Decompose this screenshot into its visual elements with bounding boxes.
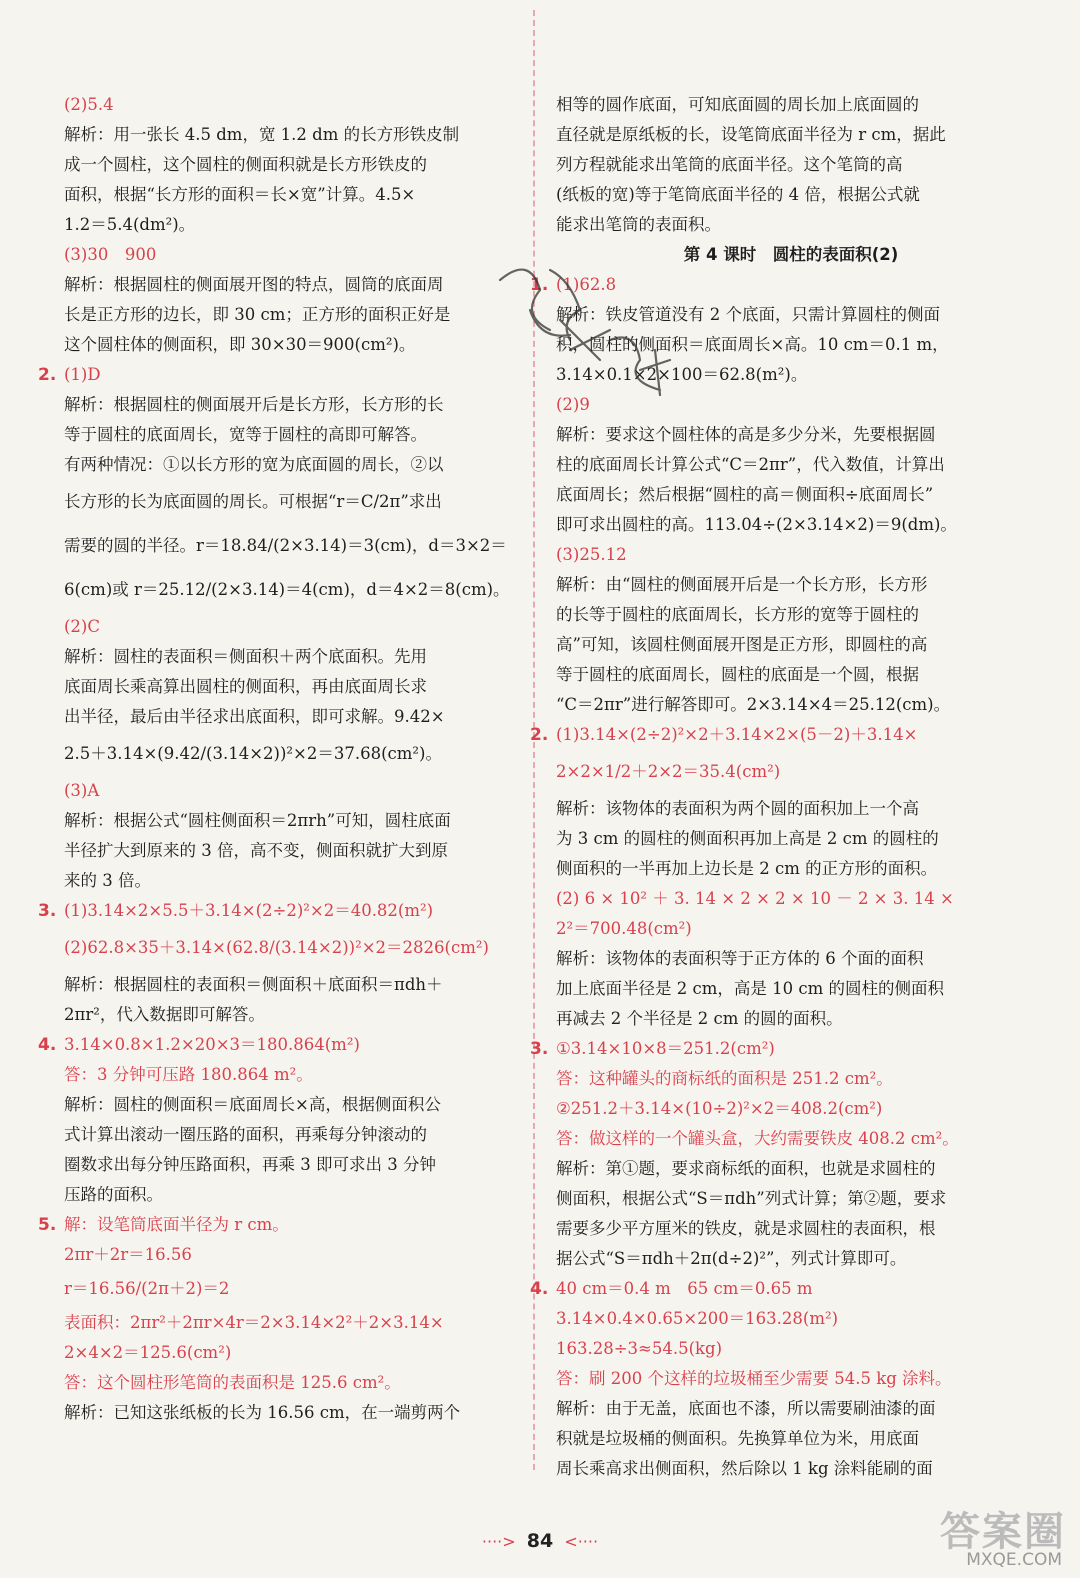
line-text: 2πr＋2r＝16.56 bbox=[64, 1245, 192, 1264]
text-line bbox=[556, 1124, 1026, 1154]
text-line bbox=[38, 896, 522, 926]
line-text: 答：做这样的一个罐头盒，大约需要铁皮 408.2 cm²。 bbox=[556, 1129, 959, 1148]
line-text: 解析：铁皮管道没有 2 个底面，只需计算圆柱的侧面 bbox=[556, 305, 940, 324]
text-line bbox=[64, 420, 522, 450]
line-text: 长是正方形的边长，即 30 cm；正方形的面积正好是 bbox=[64, 305, 451, 324]
text-line bbox=[530, 1034, 1026, 1064]
question-number: 4. bbox=[530, 1279, 549, 1299]
line-text: 等于圆柱的底面周长，圆柱的底面是一个圆，根据 bbox=[556, 665, 919, 684]
line-text: 能求出笔筒的表面积。 bbox=[556, 215, 721, 234]
line-text: ①3.14×10×8＝251.2(cm²) bbox=[556, 1039, 775, 1058]
left-column bbox=[38, 90, 522, 1428]
line-text: 解析：根据圆柱的表面积＝侧面积＋底面积＝πdh＋ bbox=[64, 975, 443, 994]
text-line bbox=[556, 450, 1026, 480]
text-line bbox=[64, 1000, 522, 1030]
handwriting-scribble bbox=[490, 250, 710, 420]
text-line bbox=[64, 970, 522, 1000]
line-text: 为 3 cm 的圆柱的侧面积再加上高是 2 cm 的圆柱的 bbox=[556, 829, 939, 848]
text-line bbox=[556, 1364, 1026, 1394]
line-text: 解析：根据圆柱的侧面展开图的特点，圆筒的底面周 bbox=[64, 275, 444, 294]
line-text: 式计算出滚动一圈压路的面积，再乘每分钟滚动的 bbox=[64, 1125, 427, 1144]
line-text: 积就是垃圾桶的侧面积。先换算单位为米，用底面 bbox=[556, 1429, 919, 1448]
text-line bbox=[64, 240, 522, 270]
text-line bbox=[64, 1338, 522, 1368]
text-line bbox=[556, 120, 1026, 150]
line-text: 解：设笔筒底面半径为 r cm。 bbox=[64, 1215, 289, 1234]
line-text: 答：这种罐头的商标纸的面积是 251.2 cm²。 bbox=[556, 1069, 893, 1088]
text-line bbox=[556, 600, 1026, 630]
text-line bbox=[64, 1090, 522, 1120]
line-text: 解析：由“圆柱的侧面展开后是一个长方形，长方形 bbox=[556, 575, 928, 594]
line-text: 这个圆柱体的侧面积，即 30×30＝900(cm²)。 bbox=[64, 335, 416, 354]
text-line bbox=[64, 568, 522, 612]
text-line bbox=[556, 1154, 1026, 1184]
line-text: 3.14×0.1×2×100＝62.8(m²)。 bbox=[556, 365, 808, 384]
line-text: 长方形的长为底面圆的周长。可根据“r＝C/2π”求出 bbox=[64, 492, 442, 511]
text-line bbox=[556, 540, 1026, 570]
line-text: (2)5.4 bbox=[64, 95, 114, 114]
text-line bbox=[64, 90, 522, 120]
line-text: r＝16.56/(2π＋2)＝2 bbox=[64, 1279, 230, 1298]
text-line bbox=[556, 854, 1026, 884]
line-text: 出半径，最后由半径求出底面积，即可求解。9.42× bbox=[64, 707, 445, 726]
line-text: 2.5＋3.14×(9.42/(3.14×2))²×2＝37.68(cm²)。 bbox=[64, 744, 442, 763]
text-line bbox=[556, 944, 1026, 974]
text-line bbox=[556, 1454, 1026, 1484]
line-text: 解析：该物体的表面积为两个圆的面积加上一个高 bbox=[556, 799, 919, 818]
line-text: 解析：已知这张纸板的长为 16.56 cm，在一端剪两个 bbox=[64, 1403, 461, 1422]
line-text: 2πr²，代入数据即可解答。 bbox=[64, 1005, 265, 1024]
line-text: “C＝2πr”进行解答即可。2×3.14×4＝25.12(cm)。 bbox=[556, 695, 951, 714]
line-text: 成一个圆柱，这个圆柱的侧面积就是长方形铁皮的 bbox=[64, 155, 427, 174]
text-line bbox=[64, 120, 522, 150]
arrow-left-decoration: <···· bbox=[564, 1532, 599, 1551]
line-text: 需要多少平方厘米的铁皮，就是求圆柱的表面积，根 bbox=[556, 1219, 936, 1238]
text-line bbox=[64, 1180, 522, 1210]
text-line bbox=[556, 914, 1026, 944]
line-text: 等于圆柱的底面周长，宽等于圆柱的高即可解答。 bbox=[64, 425, 427, 444]
line-text: 解析：由于无盖，底面也不漆，所以需要刷油漆的面 bbox=[556, 1399, 936, 1418]
text-line bbox=[64, 866, 522, 896]
text-line bbox=[556, 510, 1026, 540]
line-text: 底面周长乘高算出圆柱的侧面积，再由底面周长求 bbox=[64, 677, 427, 696]
line-text: 有两种情况：①以长方形的宽为底面圆的周长，②以 bbox=[64, 455, 444, 474]
text-line bbox=[556, 210, 1026, 240]
question-number: 5. bbox=[38, 1215, 57, 1235]
text-line bbox=[64, 702, 522, 732]
line-text: 的长等于圆柱的底面周长，长方形的宽等于圆柱的 bbox=[556, 605, 919, 624]
text-line bbox=[64, 1150, 522, 1180]
line-text: (2)9 bbox=[556, 395, 590, 414]
line-text: (3)30 900 bbox=[64, 245, 157, 264]
watermark-text: 答案圈 bbox=[940, 1509, 1066, 1555]
text-line bbox=[64, 210, 522, 240]
line-text: 积，圆柱的侧面积＝底面周长×高。10 cm＝0.1 m， bbox=[556, 335, 949, 354]
line-text: 加上底面半径是 2 cm，高是 10 cm 的圆柱的侧面积 bbox=[556, 979, 944, 998]
line-text: 2×2×1/2＋2×2＝35.4(cm²) bbox=[556, 762, 781, 781]
text-line bbox=[64, 612, 522, 642]
text-line bbox=[556, 884, 1026, 914]
line-text: 再减去 2 个半径是 2 cm 的圆的面积。 bbox=[556, 1009, 843, 1028]
text-line bbox=[64, 150, 522, 180]
line-text: 需要的圆的半径。r＝18.84/(2×3.14)＝3(cm)，d＝3×2＝ bbox=[64, 536, 507, 555]
text-line bbox=[64, 390, 522, 420]
line-text: 圈数求出每分钟压路面积，再乘 3 即可求出 3 分钟 bbox=[64, 1155, 436, 1174]
line-text: 6(cm)或 r＝25.12/(2×3.14)＝4(cm)，d＝4×2＝8(cm)。 bbox=[64, 580, 510, 599]
text-line bbox=[64, 732, 522, 776]
line-text: 解析：要求这个圆柱体的高是多少分米，先要根据圆 bbox=[556, 425, 936, 444]
text-line bbox=[64, 806, 522, 836]
line-text: 1.2＝5.4(dm²)。 bbox=[64, 215, 196, 234]
line-text: 答：这个圆柱形笔筒的表面积是 125.6 cm²。 bbox=[64, 1373, 401, 1392]
line-text: 3.14×0.4×0.65×200＝163.28(m²) bbox=[556, 1309, 839, 1328]
line-text: 解析：根据圆柱的侧面展开后是长方形，长方形的长 bbox=[64, 395, 444, 414]
line-text: (纸板的宽)等于笔筒底面半径的 4 倍，根据公式就 bbox=[556, 185, 920, 204]
text-line bbox=[64, 480, 522, 524]
line-text: (2) 6 × 10² ＋ 3. 14 × 2 × 2 × 10 － 2 × 3. 14 × bbox=[556, 889, 954, 908]
page-number: 84 bbox=[526, 1530, 554, 1552]
line-text: (2)62.8×35＋3.14×(62.8/(3.14×2))²×2＝2826(cm²) bbox=[64, 938, 489, 957]
text-line bbox=[556, 90, 1026, 120]
text-line bbox=[530, 1274, 1026, 1304]
line-text: (1)62.8 bbox=[556, 275, 617, 294]
line-text: 侧面积，根据公式“S＝πdh”列式计算；第②题，要求 bbox=[556, 1189, 947, 1208]
line-text: 答：3 分钟可压路 180.864 m²。 bbox=[64, 1065, 313, 1084]
line-text: 周长乘高求出侧面积，然后除以 1 kg 涂料能刷的面 bbox=[556, 1459, 933, 1478]
line-text: 据公式“S＝πdh＋2π(d÷2)²”，列式计算即可。 bbox=[556, 1249, 907, 1268]
line-text: 解析：第①题，要求商标纸的面积，也就是求圆柱的 bbox=[556, 1159, 936, 1178]
text-line bbox=[556, 690, 1026, 720]
text-line bbox=[556, 180, 1026, 210]
text-line bbox=[64, 1120, 522, 1150]
question-number: 3. bbox=[38, 901, 57, 921]
text-line bbox=[556, 1244, 1026, 1274]
line-text: (2)C bbox=[64, 617, 100, 636]
text-line bbox=[556, 630, 1026, 660]
question-number: 3. bbox=[530, 1039, 549, 1059]
question-number: 1. bbox=[530, 275, 549, 295]
text-line bbox=[64, 1308, 522, 1338]
line-text: (1)3.14×2×5.5＋3.14×(2÷2)²×2＝40.82(m²) bbox=[64, 901, 434, 920]
text-line bbox=[64, 1240, 522, 1270]
text-line bbox=[64, 1368, 522, 1398]
text-line bbox=[556, 1304, 1026, 1334]
text-line bbox=[64, 642, 522, 672]
text-line bbox=[556, 1094, 1026, 1124]
text-line bbox=[38, 360, 522, 390]
line-text: 解析：圆柱的表面积＝侧面积＋两个底面积。先用 bbox=[64, 647, 427, 666]
question-number: 2. bbox=[38, 365, 57, 385]
line-text: 来的 3 倍。 bbox=[64, 871, 151, 890]
line-text: 侧面积的一半再加上边长是 2 cm 的正方形的面积。 bbox=[556, 859, 938, 878]
line-text: (1)3.14×(2÷2)²×2＋3.14×2×(5－2)＋3.14× bbox=[556, 725, 918, 744]
watermark-url: MXQE.COM bbox=[966, 1550, 1062, 1570]
text-line bbox=[556, 824, 1026, 854]
line-text: 即可求出圆柱的高。113.04÷(2×3.14×2)＝9(dm)。 bbox=[556, 515, 957, 534]
line-text: 直径就是原纸板的长，设笔筒底面半径为 r cm，据此 bbox=[556, 125, 946, 144]
line-text: 解析：圆柱的侧面积＝底面周长×高，根据侧面积公 bbox=[64, 1095, 441, 1114]
text-line bbox=[556, 660, 1026, 690]
text-line bbox=[556, 750, 1026, 794]
line-text: 压路的面积。 bbox=[64, 1185, 163, 1204]
text-line bbox=[556, 1004, 1026, 1034]
question-number: 4. bbox=[38, 1035, 57, 1055]
text-line bbox=[556, 150, 1026, 180]
text-line bbox=[64, 1060, 522, 1090]
line-text: 第 4 课时 圆柱的表面积(2) bbox=[683, 245, 899, 264]
line-text: 半径扩大到原来的 3 倍，高不变，侧面积就扩大到原 bbox=[64, 841, 448, 860]
line-text: 高”可知，该圆柱侧面展开图是正方形，即圆柱的高 bbox=[556, 635, 928, 654]
line-text: 解析：该物体的表面积等于正方体的 6 个面的面积 bbox=[556, 949, 924, 968]
line-text: 面积，根据“长方形的面积＝长×宽”计算。4.5× bbox=[64, 185, 416, 204]
line-text: 163.28÷3≈54.5(kg) bbox=[556, 1339, 723, 1358]
text-line bbox=[556, 1424, 1026, 1454]
line-text: 柱的底面周长计算公式“C＝2πr”，代入数值，计算出 bbox=[556, 455, 945, 474]
text-line bbox=[64, 672, 522, 702]
text-line bbox=[556, 480, 1026, 510]
line-text: 解析：用一张长 4.5 dm，宽 1.2 dm 的长方形铁皮制 bbox=[64, 125, 460, 144]
line-text: 解析：根据公式“圆柱侧面积＝2πrh”可知，圆柱底面 bbox=[64, 811, 451, 830]
line-text: (1)D bbox=[64, 365, 101, 384]
text-line bbox=[64, 300, 522, 330]
line-text: 表面积：2πr²＋2πr×4r＝2×3.14×2²＋2×3.14× bbox=[64, 1313, 444, 1332]
line-text: ②251.2＋3.14×(10÷2)²×2＝408.2(cm²) bbox=[556, 1099, 883, 1118]
watermark-logo bbox=[896, 1500, 1066, 1570]
text-line bbox=[556, 1334, 1026, 1364]
question-number: 2. bbox=[530, 725, 549, 745]
text-line bbox=[64, 180, 522, 210]
text-line bbox=[38, 1030, 522, 1060]
text-line bbox=[64, 330, 522, 360]
text-line bbox=[64, 270, 522, 300]
text-line bbox=[556, 1064, 1026, 1094]
text-line bbox=[64, 524, 522, 568]
text-line bbox=[556, 1214, 1026, 1244]
text-line bbox=[556, 420, 1026, 450]
line-text: 相等的圆作底面，可知底面圆的周长加上底面圆的 bbox=[556, 95, 919, 114]
text-line bbox=[556, 794, 1026, 824]
text-line bbox=[38, 1210, 522, 1240]
text-line bbox=[530, 720, 1026, 750]
line-text: (3)25.12 bbox=[556, 545, 627, 564]
text-line bbox=[556, 1184, 1026, 1214]
text-line bbox=[556, 570, 1026, 600]
text-line bbox=[64, 450, 522, 480]
line-text: 2×4×2＝125.6(cm²) bbox=[64, 1343, 232, 1362]
text-line bbox=[556, 974, 1026, 1004]
text-line bbox=[64, 1398, 522, 1428]
text-line bbox=[64, 836, 522, 866]
text-line bbox=[64, 926, 522, 970]
line-text: 3.14×0.8×1.2×20×3＝180.864(m²) bbox=[64, 1035, 360, 1054]
line-text: 2²＝700.48(cm²) bbox=[556, 919, 692, 938]
line-text: 答：刷 200 个这样的垃圾桶至少需要 54.5 kg 涂料。 bbox=[556, 1369, 952, 1388]
line-text: (3)A bbox=[64, 781, 100, 800]
arrow-right-decoration: ····> bbox=[481, 1532, 516, 1551]
line-text: 列方程就能求出笔筒的底面半径。这个笔筒的高 bbox=[556, 155, 903, 174]
text-line bbox=[64, 1270, 522, 1308]
text-line bbox=[556, 1394, 1026, 1424]
line-text: 底面周长；然后根据“圆柱的高＝侧面积÷底面周长” bbox=[556, 485, 934, 504]
text-line bbox=[64, 776, 522, 806]
line-text: 40 cm＝0.4 m 65 cm＝0.65 m bbox=[556, 1279, 813, 1298]
